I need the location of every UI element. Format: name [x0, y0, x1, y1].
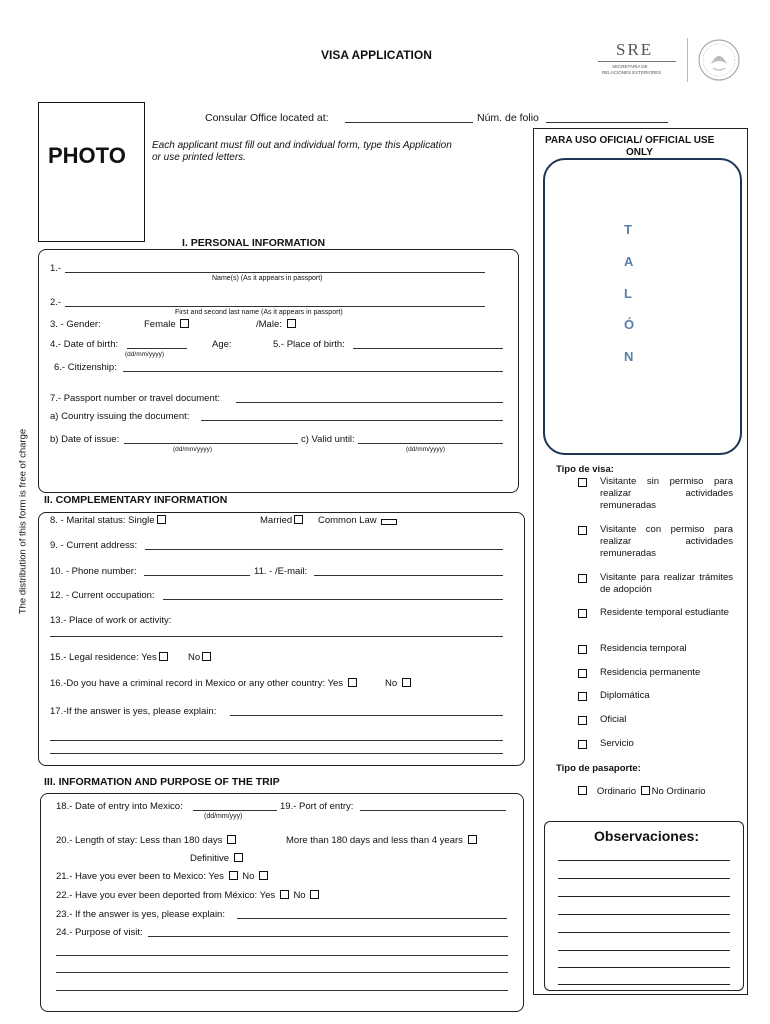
stay-more-option: More than 180 days and less than 4 years — [286, 835, 479, 846]
stay-label: 20.- Length of stay: Less than 180 days — [56, 835, 238, 846]
pob-field[interactable] — [353, 348, 503, 349]
visa-checkbox-2[interactable] — [578, 526, 587, 535]
official-title-2: ONLY — [626, 147, 653, 158]
obs-line-3[interactable] — [558, 896, 730, 897]
visa-checkbox-1[interactable] — [578, 478, 587, 487]
photo-box[interactable] — [38, 102, 145, 242]
visa-checkbox-7[interactable] — [578, 692, 587, 701]
trip-explain-field[interactable] — [237, 918, 507, 919]
obs-line-6[interactable] — [558, 950, 730, 951]
trip-explain-label: 23.- If the answer is yes, please explain: — [56, 909, 225, 920]
criminal-no-option: No — [385, 678, 413, 689]
work-label: 13.- Place of work or activity: — [50, 615, 172, 626]
criminal-yes-checkbox[interactable] — [348, 678, 357, 687]
purpose-line-3[interactable] — [56, 972, 508, 973]
instructions-text: Each applicant must fill out and individual form, type this Application or use printed letters. — [152, 140, 452, 163]
married-option: Married — [260, 515, 305, 526]
visa-checkbox-8[interactable] — [578, 716, 587, 725]
phone-label: 10. - Phone number: — [50, 566, 137, 577]
visa-checkbox-9[interactable] — [578, 740, 587, 749]
occupation-field[interactable] — [163, 599, 503, 600]
section3-title: III. INFORMATION AND PURPOSE OF THE TRIP — [44, 776, 280, 788]
dob-label: 4.- Date of birth: — [50, 339, 119, 350]
observations-panel — [544, 821, 744, 991]
purpose-field[interactable] — [148, 936, 508, 937]
obs-line-5[interactable] — [558, 932, 730, 933]
lastname-field[interactable] — [65, 306, 485, 307]
entry-date-label: 18.- Date of entry into Mexico: — [56, 801, 183, 812]
dob-field[interactable] — [127, 348, 187, 349]
page-title: VISA APPLICATION — [321, 48, 432, 62]
criminal-no-checkbox[interactable] — [402, 678, 411, 687]
citizenship-label: 6.- Citizenship: — [54, 362, 117, 373]
talon-letter-o: Ó — [624, 317, 635, 332]
entry-date-field[interactable] — [193, 810, 277, 811]
trip-info-panel — [40, 793, 524, 1012]
folio-label: Núm. de folio — [477, 112, 539, 124]
lastname-label: 2.- — [50, 297, 62, 308]
explain-line-3[interactable] — [50, 753, 503, 754]
free-distribution-note: The distribution of this form is free of charge — [17, 428, 29, 615]
legal-residence-label: 15.- Legal residence: Yes — [50, 652, 170, 663]
visa-checkbox-4[interactable] — [578, 609, 587, 618]
section1-title: I. PERSONAL INFORMATION — [182, 237, 326, 249]
talon-letter-l: L — [624, 286, 632, 301]
common-law-checkbox[interactable] — [381, 519, 397, 525]
legal-yes-checkbox[interactable] — [159, 652, 168, 661]
explain-label: 17.-If the answer is yes, please explain: — [50, 706, 217, 717]
obs-line-1[interactable] — [558, 860, 730, 861]
name-field[interactable] — [65, 272, 485, 273]
deported-yes-checkbox[interactable] — [280, 890, 289, 899]
age-label: Age: — [212, 339, 232, 350]
male-option[interactable]: /Male: — [256, 319, 298, 330]
consular-office-label: Consular Office located at: — [205, 112, 329, 124]
address-label: 9. - Current address: — [50, 540, 138, 551]
gender-label: 3. - Gender: — [50, 319, 101, 330]
passport-type-title: Tipo de pasaporte: — [556, 763, 641, 774]
pob-label: 5.- Place of birth: — [273, 339, 345, 350]
consular-office-field[interactable] — [345, 122, 473, 123]
passport-label: 7.- Passport number or travel document: — [50, 393, 221, 404]
entry-date-hint: (dd/mm/yyy) — [204, 813, 243, 820]
legal-no-checkbox[interactable] — [202, 652, 211, 661]
official-title: PARA USO OFICIAL/ OFFICIAL USE — [545, 135, 715, 146]
talon-letter-n: N — [624, 349, 634, 364]
name-label: 1.- — [50, 263, 62, 274]
lastname-hint: First and second last name (As it appears in passport) — [175, 309, 343, 316]
definitive-checkbox[interactable] — [234, 853, 243, 862]
logo-text: SRE — [616, 40, 654, 59]
email-label: 11. - /E-mail: — [254, 566, 308, 577]
purpose-line-2[interactable] — [56, 955, 508, 956]
passport-type-options: Ordinario No Ordinario — [576, 786, 706, 797]
logo-sub1: SECRETARÍA DE — [612, 64, 648, 69]
purpose-label: 24.- Purpose of visit: — [56, 927, 143, 938]
marital-label: 8. - Marital status: Single — [50, 515, 168, 526]
explain-field[interactable] — [230, 715, 503, 716]
common-law-option: Common Law — [318, 515, 399, 526]
obs-line-7[interactable] — [558, 967, 730, 968]
occupation-label: 12. - Current occupation: — [50, 590, 155, 601]
visa-type-title: Tipo de visa: — [556, 464, 614, 475]
obs-line-8[interactable] — [558, 984, 730, 985]
valid-label: c) Valid until: — [301, 434, 355, 445]
sre-logo — [598, 40, 684, 80]
been-no-checkbox[interactable] — [259, 871, 268, 880]
criminal-label: 16.-Do you have a criminal record in Mexico or any other country: Yes — [50, 678, 359, 689]
legal-no-option: No — [188, 652, 213, 663]
stay-more-checkbox[interactable] — [468, 835, 477, 844]
male-checkbox[interactable] — [287, 319, 296, 328]
email-field[interactable] — [314, 575, 503, 576]
name-hint: Name(s) (As it appears in passport) — [212, 275, 323, 282]
female-option[interactable]: Female — [144, 319, 191, 330]
female-checkbox[interactable] — [180, 319, 189, 328]
port-label: 19.- Port of entry: — [280, 801, 354, 812]
ordinary-checkbox[interactable] — [578, 786, 587, 795]
valid-hint: (dd/mm/yyyy) — [406, 446, 445, 453]
talon-letter-t: T — [624, 222, 632, 237]
talon-letter-a: A — [624, 254, 634, 269]
married-checkbox[interactable] — [294, 515, 303, 524]
passport-field[interactable] — [236, 402, 503, 403]
been-to-mexico-label: 21.- Have you ever been to Mexico: Yes No — [56, 871, 270, 882]
photo-label: PHOTO — [48, 143, 126, 168]
visa-checkbox-5[interactable] — [578, 645, 587, 654]
deported-label: 22.- Have you ever been deported from México: Yes No — [56, 890, 321, 901]
phone-field[interactable] — [144, 575, 250, 576]
country-field[interactable] — [201, 420, 503, 421]
obs-line-4[interactable] — [558, 914, 730, 915]
mexico-seal-icon — [697, 38, 741, 82]
visa-checkbox-6[interactable] — [578, 669, 587, 678]
logo-sub2: RELACIONES EXTERIORES — [602, 70, 662, 75]
stay-less-checkbox[interactable] — [227, 835, 236, 844]
folio-field[interactable] — [546, 122, 668, 123]
port-field[interactable] — [360, 810, 506, 811]
issue-field[interactable] — [124, 443, 298, 444]
single-checkbox[interactable] — [157, 515, 166, 524]
deported-no-checkbox[interactable] — [310, 890, 319, 899]
non-ordinary-checkbox[interactable] — [641, 786, 650, 795]
purpose-line-4[interactable] — [56, 990, 508, 991]
citizenship-field[interactable] — [123, 371, 503, 372]
obs-line-2[interactable] — [558, 878, 730, 879]
been-yes-checkbox[interactable] — [229, 871, 238, 880]
issue-label: b) Date of issue: — [50, 434, 120, 445]
section2-title: II. COMPLEMENTARY INFORMATION — [44, 494, 228, 506]
work-field[interactable] — [50, 636, 503, 637]
issue-hint: (dd/mm/yyyy) — [173, 446, 212, 453]
country-label: a) Country issuing the document: — [50, 411, 190, 422]
talon-box — [543, 158, 742, 455]
visa-checkbox-3[interactable] — [578, 574, 587, 583]
valid-field[interactable] — [358, 443, 503, 444]
dob-hint: (dd/mm/yyyy) — [125, 351, 164, 358]
observations-title: Observaciones: — [594, 828, 700, 844]
definitive-option: Definitive — [190, 853, 245, 864]
explain-line-2[interactable] — [50, 740, 503, 741]
address-field[interactable] — [145, 549, 503, 550]
